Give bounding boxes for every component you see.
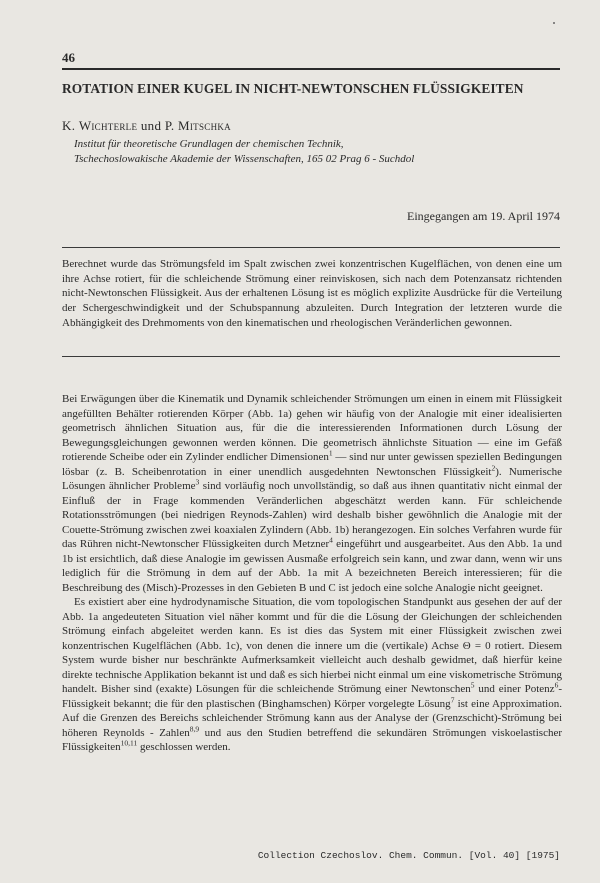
author-conjunction: und	[140, 118, 162, 133]
author-surname-1: Wichterle	[78, 118, 138, 133]
p2-text-f: geschlossen werden.	[137, 741, 231, 753]
ref-6: 6	[554, 680, 559, 690]
author-surname-2: Mitschka	[178, 118, 231, 133]
article-title: ROTATION EINER KUGEL IN NICHT-NEWTONSCHEN FLÜSSIGKEITEN	[62, 81, 524, 96]
p2-text-a: Es existiert aber eine hydrodynamische Situation, die vom topologischen Standpunkt aus gesehen der auf der Abb. 1a angedeuteten Situation viel näher kommt und für die die Lösung der Gleichungen der schleichenden Strömung einfach abgeleitet werden kann. Es ist dies das System mit einer Flüssigkeit zwischen zwei konzentrischen Kugelflächen (Abb. 1c), von denen die innere um die (vertikale) Achse Θ = 0 rotiert. Diesem System wurde bisher nur beschränkte Aufmerksamkeit vielleicht auch deshalb gewidmet, daß hierfür keine direkte technische Applikation bekannt ist und daß es sich hierbei nicht einmal um eine viskometrische Strömung handelt. Bisher sind (exakte) Lösungen für die schleichende Strömung einer Newtonschen	[62, 596, 562, 695]
ref-8-9: 8,9	[189, 723, 200, 733]
ref-2: 2	[491, 462, 496, 472]
ref-10-11: 10,11	[120, 738, 138, 748]
journal-footer: Collection Czechoslov. Chem. Commun. [Vol. 40] [1975]	[257, 850, 560, 861]
ref-3: 3	[195, 477, 200, 487]
affiliation-line-1: Institut für theoretische Grundlagen der chemischen Technik,	[74, 138, 344, 150]
abstract-bottom-rule	[62, 356, 560, 357]
p1-text-c: ). Numerische Lösungen ähnlicher Probleme	[62, 465, 562, 492]
article-body	[62, 392, 562, 755]
author-line	[62, 118, 231, 134]
header-rule	[62, 68, 560, 70]
paragraph-2	[62, 595, 562, 755]
author-initial-1: K.	[62, 118, 76, 133]
ref-5: 5	[470, 680, 475, 690]
abstract-text: Berechnet wurde das Strömungsfeld im Spalt zwischen zwei konzentrischen Kugelflächen, von denen eine um ihre Achse rotiert, für die schleichende Strömung einer reinviskosen, sich nach dem Potenzansatz richtenden nicht-Newtonschen Flüssigkeit. Aus der erhaltenen Lösung ist es möglich explizite Ausdrücke für die Verteilung der Schergeschwindigkeit und der Schubspannung abzuleiten. Durch Integration der letzteren wurde die Abhängigkeit des Drehmoments von den kinematischen und rheologischen Veränderlichen gewonnen.	[62, 258, 562, 329]
p2-text-e: und aus den Studien betreffend die sekundären Strömungen viskoelastischer Flüssigkeiten	[62, 726, 563, 753]
author-initial-2: P.	[164, 118, 175, 133]
p2-text-d: ist eine Approximation. Auf die Grenzen des Bereichs schleichender Strömung kann aus der Analyse der (Grenzschicht)-Strömung bei höheren Reynolds - Zahlen	[62, 697, 562, 739]
ref-1: 1	[328, 448, 333, 458]
p1-text-a: Bei Erwägungen über die Kinematik und Dynamik schleichender Strömungen um einen in einem mit Flüssigkeit angefüllten Behälter rotierenden Körper (Abb. 1a) gehen wir häufig von der Analogie mit einer idealisierten geometrisch ähnlichen Situation aus, für die die interessierenden Informationen durch Lösung der Bewegungsgleichungen gewonnen werden können. Die geometrisch ähnlichste Situation — eine im Gefäß rotierende Scheibe oder ein Zylinder endlicher Dimensionen	[62, 393, 562, 463]
p1-text-d: sind vorläufig noch unvollständig, so daß aus ihnen quantitativ nicht einmal der Einfluß der in Frage kommenden Veränderlichen abgeschätzt werden kann. Für schleichende Rotationsströmungen (bei niedrigen Reynods-Zahlen) wird deshalb bisher gewöhnlich die Analogie mit der Couette-Strömung zwischen zwei koaxialen Zylindern (Abb. 1b) herangezogen. Ein solches Verfahren wurde für das Rühren nicht-Newtonscher Flüssigkeiten durch Metzner	[62, 480, 562, 550]
p1-text-b: — sind nur unter gewissen speziellen Bedingungen lösbar (z. B. Scheibenrotation in einer unendlich ausgedehnten Newtonschen Flüssigkeit	[62, 451, 562, 478]
scan-speck	[553, 22, 555, 24]
affiliation-line-2: Tschechoslowakische Akademie der Wissenschaften, 165 02 Prag 6 - Suchdol	[74, 153, 415, 165]
ref-7: 7	[450, 694, 455, 704]
p2-text-b: und einer Potenz	[474, 683, 555, 695]
ref-4: 4	[329, 535, 333, 545]
page-number: 46	[62, 50, 75, 65]
abstract-top-rule	[62, 247, 560, 248]
p1-text-e: eingeführt und ausgearbeitet. Aus den Abb. 1a und 1b ist ersichtlich, daß diese Analogie im gewissen Ausmaße erfolgreich sein kann, und zwar dann, wenn wir uns lediglich für die Strömung in dem auf der Abb. 1a mit A bezeichneten Bereich interessieren; für die Beschreibung des (Misch)-Prozesses in den Gebieten B und C ist jedoch eine solche Analogie nicht geeignet.	[62, 538, 562, 594]
received-date: Eingegangen am 19. April 1974	[407, 209, 560, 223]
paragraph-1	[62, 392, 562, 595]
p2-text-c: -Flüssigkeit bekannt; die für den plastischen (Binghamschen) Körper vorgelegte Lösung	[62, 683, 562, 710]
